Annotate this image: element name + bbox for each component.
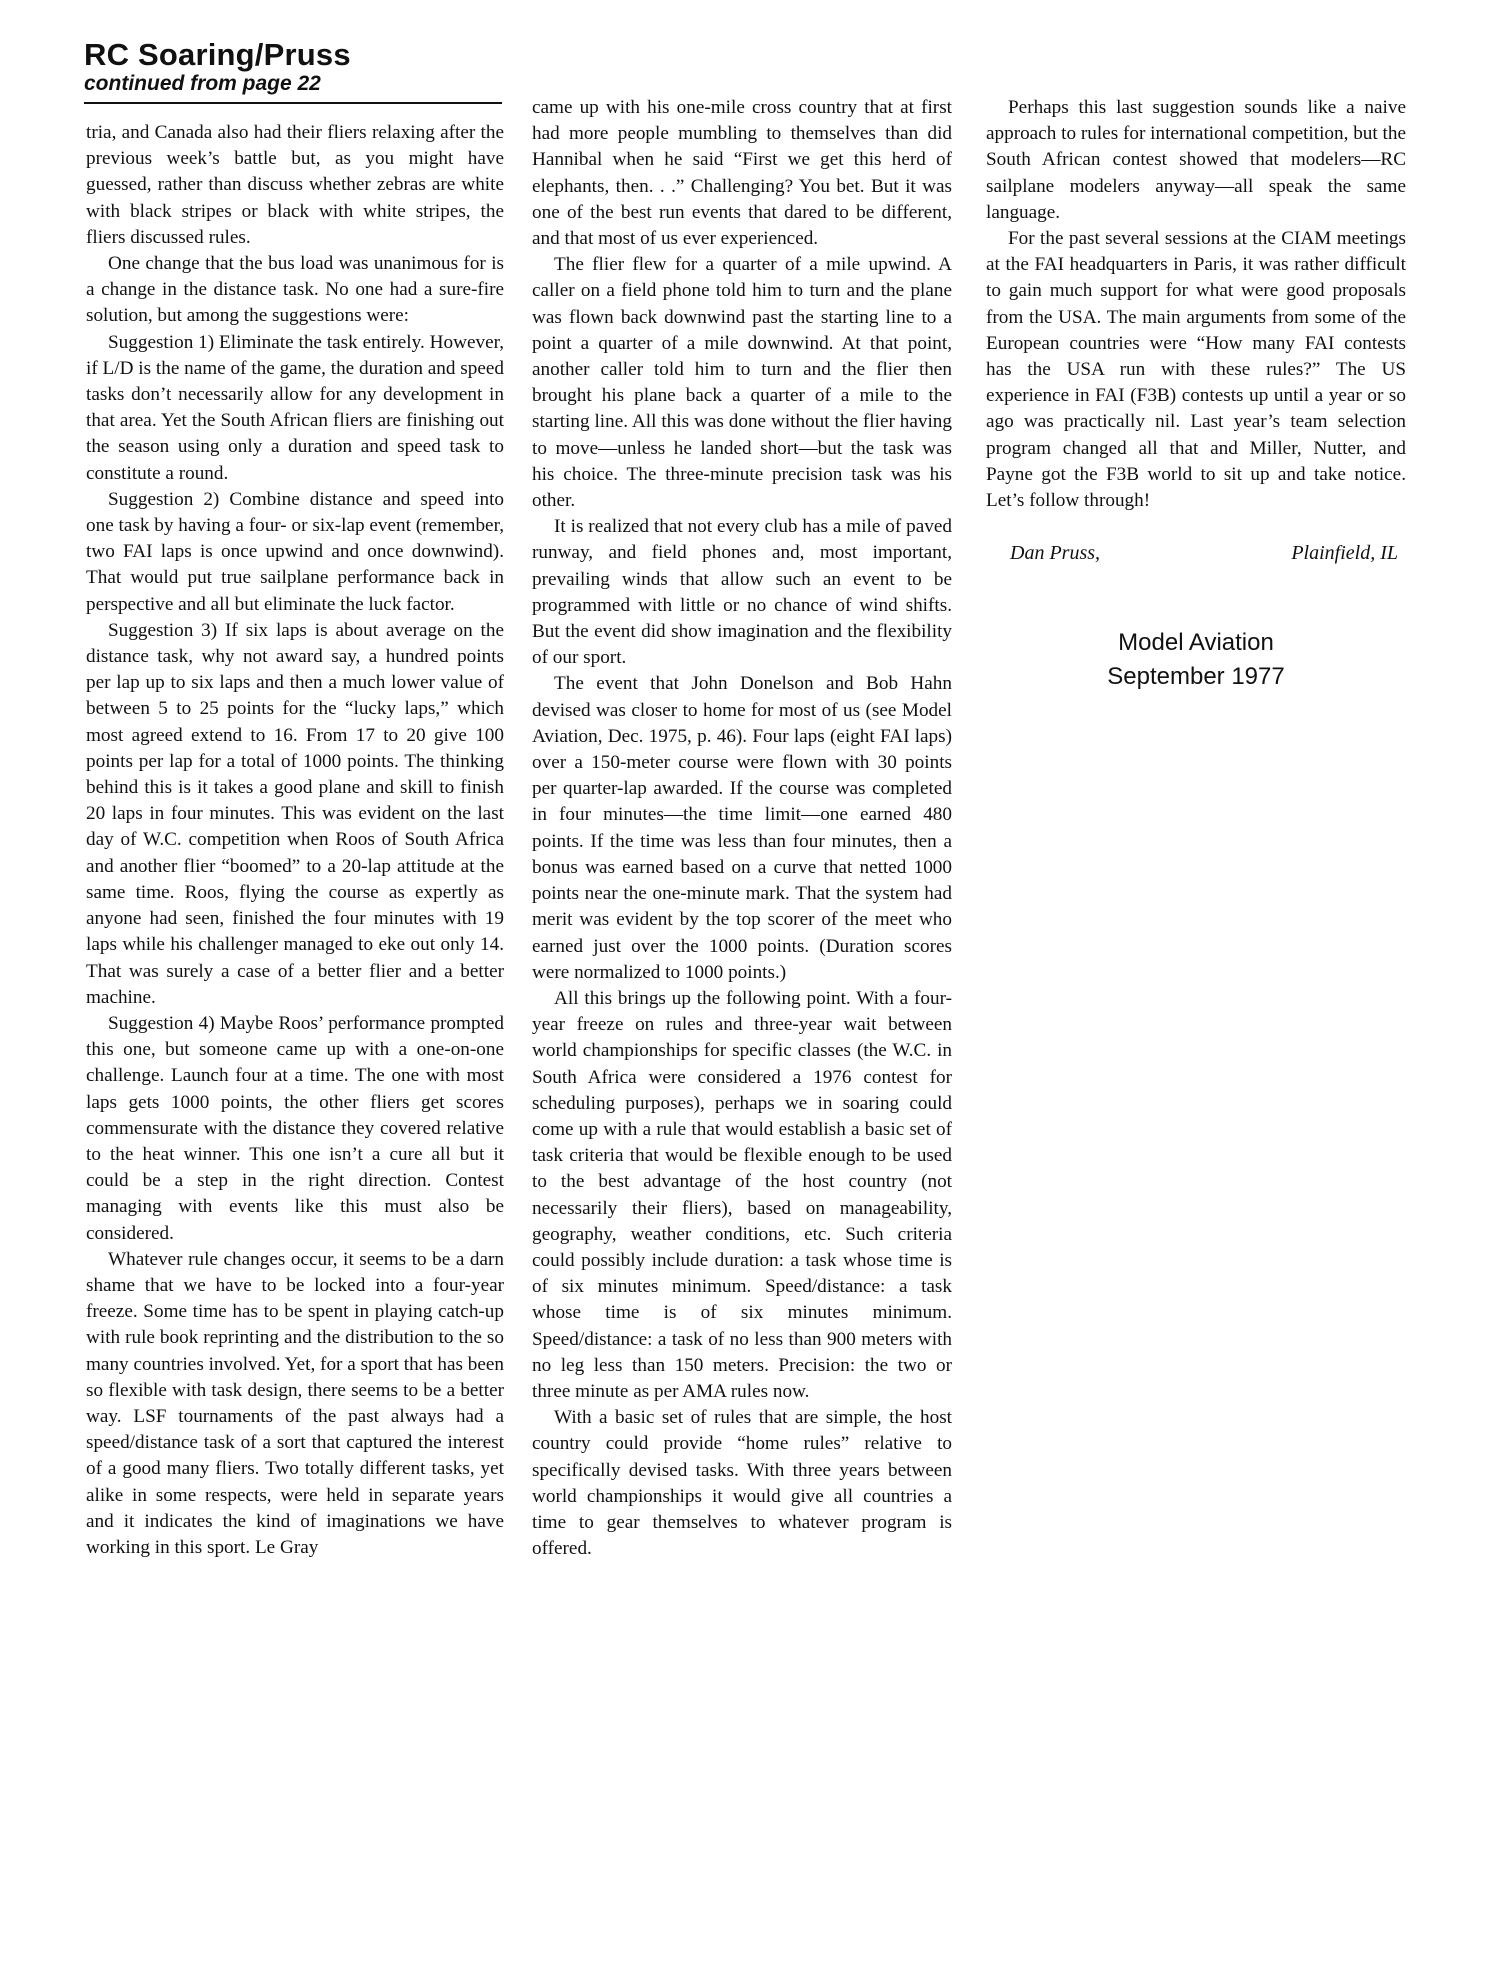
paragraph: One change that the bus load was unanimous for is a change in the distance task. No one had a sure-fire solution, but among the suggestions were: [86, 253, 504, 327]
paragraph: The event that John Donelson and Bob Hahn devised was closer to home for most of us (see Model Aviation, Dec. 1975, p. 46). Four laps (eight FAI laps) over a 150-meter course were flown with 30 points per quarter-lap awarded. If the course was completed in four minutes—the time limit—one earned 480 points. If the time was less than four minutes, then a bonus was earned based on a curve that netted 1000 points near the one-minute mark. That the system had merit was evident by the top scorer of the meet who earned just over the 1000 points. (Duration scores were normalized to 1000 points.) [532, 673, 952, 983]
paragraph: The flier flew for a quarter of a mile upwind. A caller on a field phone told him to turn and the plane was flown back downwind past the starting line to a point a quarter of a mile downwind. At that point, another caller told him to turn and the flier then brought his plane back a quarter of a mile to the starting line. All this was done without the flier having to move—unless he landed short—but the task was his choice. The three-minute precision task was his other. [532, 254, 952, 512]
article-title: RC Soaring/Pruss [84, 37, 351, 72]
text-column-1 [86, 120, 504, 1561]
paragraph: came up with his one-mile cross country that at first had more people mumbling to themselves than did Hannibal when he said “First we get this herd of elephants, then. . .” Challenging? You bet. But it was one of the best run events that dared to be different, and that most of us ever experienced. [532, 97, 952, 250]
publication-info [986, 626, 1406, 694]
author-name: Dan Pruss, [1010, 542, 1101, 565]
paragraph: Suggestion 2) Combine distance and speed into one task by having a four- or six-lap event (remember, two FAI laps is once upwind and once downwind). That would put true sailplane performance back in perspective and all but eliminate the luck factor. [86, 488, 504, 615]
paragraph: All this brings up the following point. With a four-year freeze on rules and three-year wait between world championships for specific classes (the W.C. in South Africa were considered a 1976 contest for scheduling purposes), perhaps we in soaring could come up with a rule that would establish a basic set of task criteria that would be flexible enough to be used to the best advantage of the host country (not necessarily their fliers), based on manageability, geography, weather conditions, etc. Such criteria could possibly include duration: a task whose time is of six minutes minimum. Speed/distance: a task whose time is of six minutes minimum. Speed/distance: a task of no less than 900 meters with no leg less than 150 meters. Precision: the two or three minute as per AMA rules now. [532, 987, 952, 1402]
page-header [84, 38, 502, 104]
paragraph: Whatever rule changes occur, it seems to be a darn shame that we have to be locked into a four-year freeze. Some time has to be spent in playing catch-up with rule book reprinting and the distribution to the so many countries involved. Yet, for a sport that has been so flexible with task design, there seems to be a better way. LSF tournaments of the past always had a speed/distance task of a sort that captured the interest of a good many fliers. Two totally different tasks, yet alike in some respects, were held in separate years and it indicates the kind of imaginations we have working in this sport. Le Gray [86, 1248, 504, 1558]
paragraph: Suggestion 1) Eliminate the task entirely. However, if L/D is the name of the game, the duration and speed tasks don’t necessarily allow for any development in that area. Yet the South African fliers are finishing out the season using only a duration and speed task to constitute a round. [86, 331, 504, 484]
header-divider [84, 102, 502, 104]
paragraph: tria, and Canada also had their fliers relaxing after the previous week’s battle but, as you might have guessed, rather than discuss whether zebras are white with black stripes or black with white stripes, the fliers discussed rules. [86, 122, 504, 248]
paragraph: For the past several sessions at the CIAM meetings at the FAI headquarters in Paris, it was rather difficult to gain much support for what were good proposals from the USA. The main arguments from some of the European countries were “How many FAI contests has the USA run with these rules?” The US experience in FAI (F3B) contests up until a year or so ago was practically nil. Last year’s team selection program changed all that and Miller, Nutter, and Payne got the F3B world to sit up and take notice. Let’s follow through! [986, 228, 1406, 512]
text-column-3 [986, 95, 1406, 694]
paragraph: Suggestion 4) Maybe Roos’ performance prompted this one, but someone came up with a one-on-one challenge. Launch four at a time. The one with most laps gets 1000 points, the other fliers get scores commensurate with the distance they covered relative to the heat winner. This one isn’t a cure all but it could be a step in the right direction. Contest managing with events like this must also be considered. [86, 1012, 504, 1244]
publication-name: Model Aviation [1118, 629, 1274, 657]
author-location: Plainfield, IL [1291, 542, 1398, 565]
paragraph: Suggestion 3) If six laps is about average on the distance task, why not award say, a hundred points per lap up to six laps and then a much lower value of between 5 to 25 points for the “lucky laps,” which most agreed extend to 16. From 17 to 20 give 100 points per lap for a total of 1000 points. The thinking behind this is it takes a good plane and skill to finish 20 laps in four minutes. This was evident on the last day of W.C. competition when Roos of South Africa and another flier “boomed” to a 20-lap attitude at the same time. Roos, flying the course as expertly as anyone had seen, finished the four minutes with 19 laps while his challenger managed to eke out only 14. That was surely a case of a better flier and a better machine. [86, 619, 504, 1008]
publication-date: September 1977 [1107, 663, 1285, 691]
paragraph: With a basic set of rules that are simple, the host country could provide “home rules” relative to specifically devised tasks. With three years between world championships it would give all countries a time to gear themselves to whatever program is offered. [532, 1407, 952, 1560]
paragraph: It is realized that not every club has a mile of paved runway, and field phones and, most important, prevailing winds that allow such an event to be programmed with little or no chance of wind shifts. But the event did show imagination and the flexibility of our sport. [532, 516, 952, 669]
continued-note: continued from page 22 [84, 72, 321, 95]
byline [986, 540, 1406, 566]
paragraph: Perhaps this last suggestion sounds like a naive approach to rules for international competition, but the South African contest showed that modelers—RC sailplane modelers anyway—all speak the same language. [986, 97, 1406, 223]
text-column-2 [532, 95, 952, 1562]
